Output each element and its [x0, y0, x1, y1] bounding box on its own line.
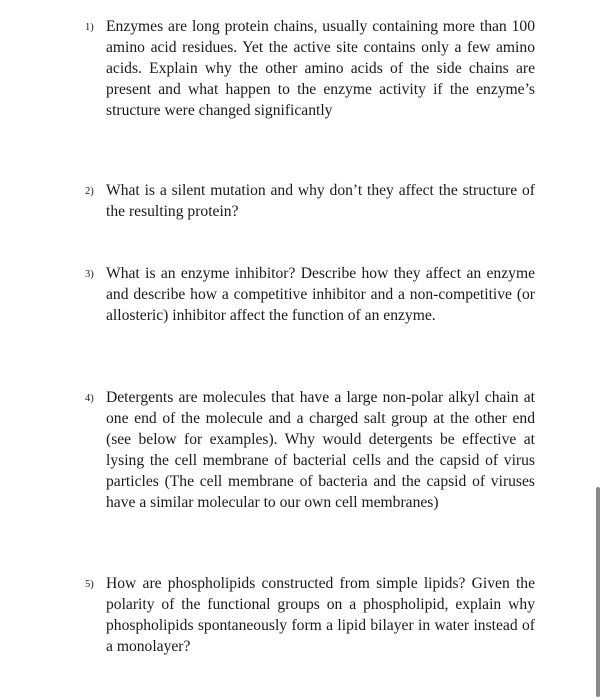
question-text: What is a silent mutation and why don’t they affect the structure of the resulting protein?	[106, 182, 535, 220]
vertical-scrollbar[interactable]	[596, 487, 600, 697]
question-number: 5)	[85, 579, 94, 590]
question-number: 1)	[85, 22, 94, 33]
question-text: Enzymes are long protein chains, usually containing more than 100 amino acid residues. Yet the active site contains only a few amino acids. Explain why the other amino acids of the side chains are present and what happen to the enzyme activity if the enzyme’s structure were changed significantly	[106, 18, 535, 119]
question-5	[85, 573, 535, 657]
question-4	[85, 387, 535, 513]
question-3	[85, 263, 535, 326]
question-1	[85, 16, 535, 121]
question-number: 2)	[85, 186, 94, 197]
question-text: Detergents are molecules that have a large non-polar alkyl chain at one end of the molecule and a charged salt group at the other end (see below for examples). Why would detergents be effective at lysing the cell membrane of bacterial cells and the capsid of virus particles (The cell membrane of bacteria and the capsid of viruses have a similar molecular to our own cell membranes)	[106, 389, 535, 511]
question-2	[85, 180, 535, 222]
question-text: What is an enzyme inhibitor? Describe how they affect an enzyme and describe how a competitive inhibitor and a non-competitive (or allosteric) inhibitor affect the function of an enzyme.	[106, 265, 535, 324]
question-text: How are phospholipids constructed from simple lipids? Given the polarity of the functional groups on a phospholipid, explain why phospholipids spontaneously form a lipid bilayer in water instead of a monolayer?	[106, 575, 535, 655]
question-number: 4)	[85, 393, 94, 404]
question-number: 3)	[85, 269, 94, 280]
